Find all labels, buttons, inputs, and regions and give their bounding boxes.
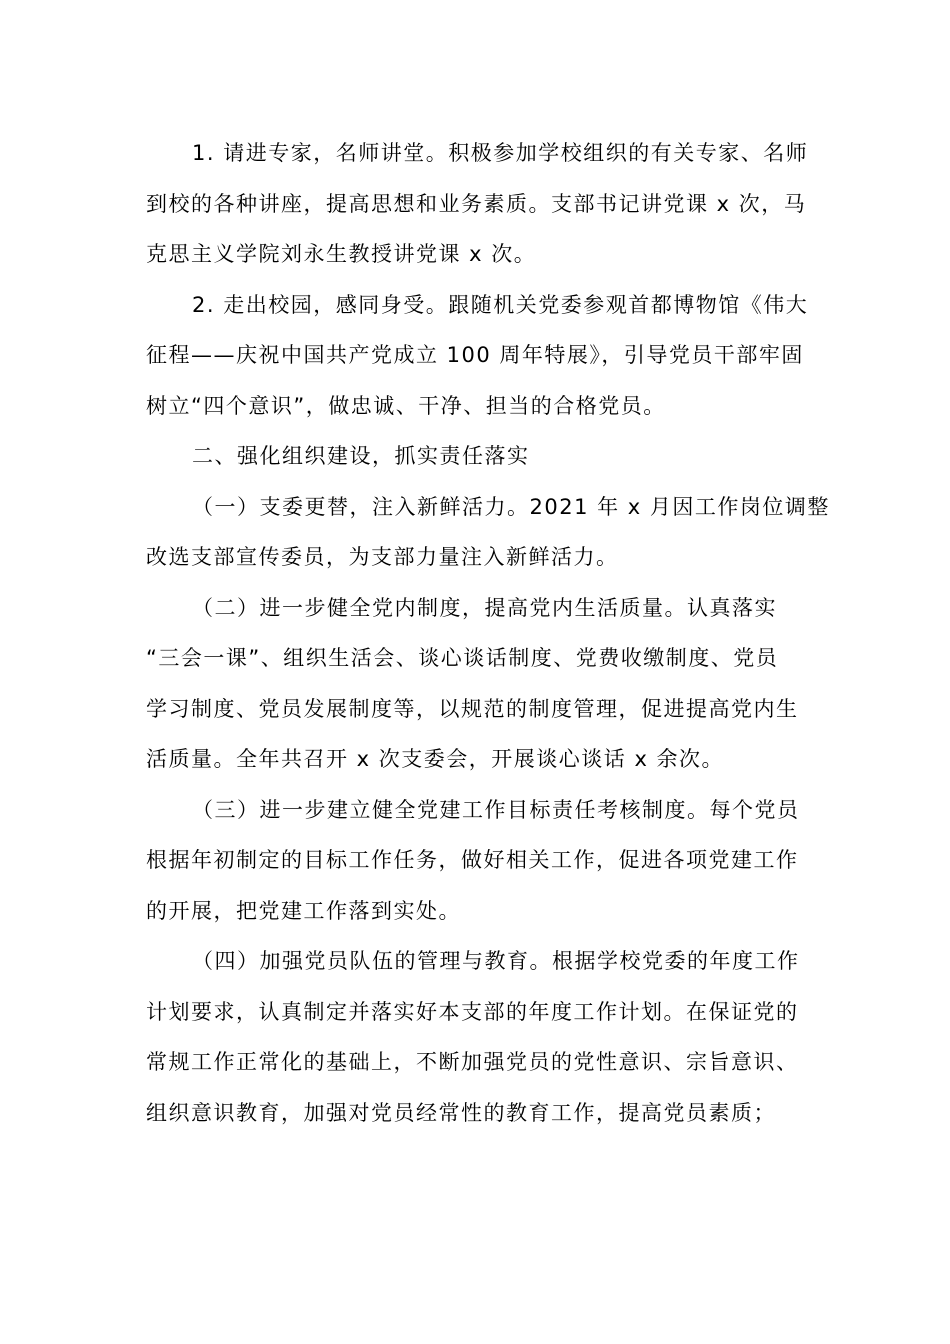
text-line: 学习制度、党员发展制度等，以规范的制度管理，促进提高党内生 <box>146 696 799 721</box>
text-line: 根据年初制定的目标工作任务，做好相关工作，促进各项党建工作 <box>146 848 799 872</box>
text-line: 改选支部宣传委员，为支部力量注入新鲜活力。 <box>146 545 619 569</box>
document-body <box>146 128 830 1138</box>
text-line: 1. 请进专家，名师讲堂。积极参加学校组织的有关专家、名师 <box>192 141 809 165</box>
text-line: 活质量。全年共召开 x 次支委会，开展谈心谈话 x 余次。 <box>146 747 725 771</box>
text-line: 克思主义学院刘永生教授讲党课 x 次。 <box>146 242 537 266</box>
section-heading: 二、强化组织建设，抓实责任落实 <box>192 444 530 468</box>
text-line: 的开展，把党建工作落到实处。 <box>146 898 461 923</box>
text-line: 计划要求，认真制定并落实好本支部的年度工作计划。在保证党的 <box>146 999 799 1024</box>
paragraph-member-education <box>146 936 810 1138</box>
text-line: （二）进一步健全党内制度，提高党内生活质量。认真落实 <box>192 595 777 620</box>
text-line: “三会一课”、组织生活会、谈心谈话制度、党费收缴制度、党员 <box>146 646 779 670</box>
text-line: 树立“四个意识”，做忠诚、干净、担当的合格党员。 <box>146 393 666 418</box>
text-line: （三）进一步建立健全党建工作目标责任考核制度。每个党员 <box>192 797 800 822</box>
text-line: （四）加强党员队伍的管理与教育。根据学校党委的年度工作 <box>192 949 800 973</box>
text-line: 2. 走出校园，感同身受。跟随机关党委参观首都博物馆《伟大 <box>192 292 809 317</box>
text-line: 到校的各种讲座，提高思想和业务素质。支部书记讲党课 x 次，马 <box>146 191 807 216</box>
paragraph-party-system <box>146 583 810 785</box>
paragraph-invite-experts <box>146 128 810 280</box>
paragraph-committee-change <box>146 482 830 583</box>
paragraph-go-out-campus <box>146 280 810 432</box>
text-line: 组织意识教育，加强对党员经常性的教育工作，提高党员素质； <box>146 1100 776 1125</box>
text-line: 常规工作正常化的基础上，不断加强党员的党性意识、宗旨意识、 <box>146 1050 799 1074</box>
text-line: 征程——庆祝中国共产党成立 100 周年特展》，引导党员干部牢固 <box>146 343 804 367</box>
paragraph-responsibility-assessment <box>146 785 810 937</box>
text-line: （一）支委更替，注入新鲜活力。2021 年 x 月因工作岗位调整 <box>192 494 830 519</box>
